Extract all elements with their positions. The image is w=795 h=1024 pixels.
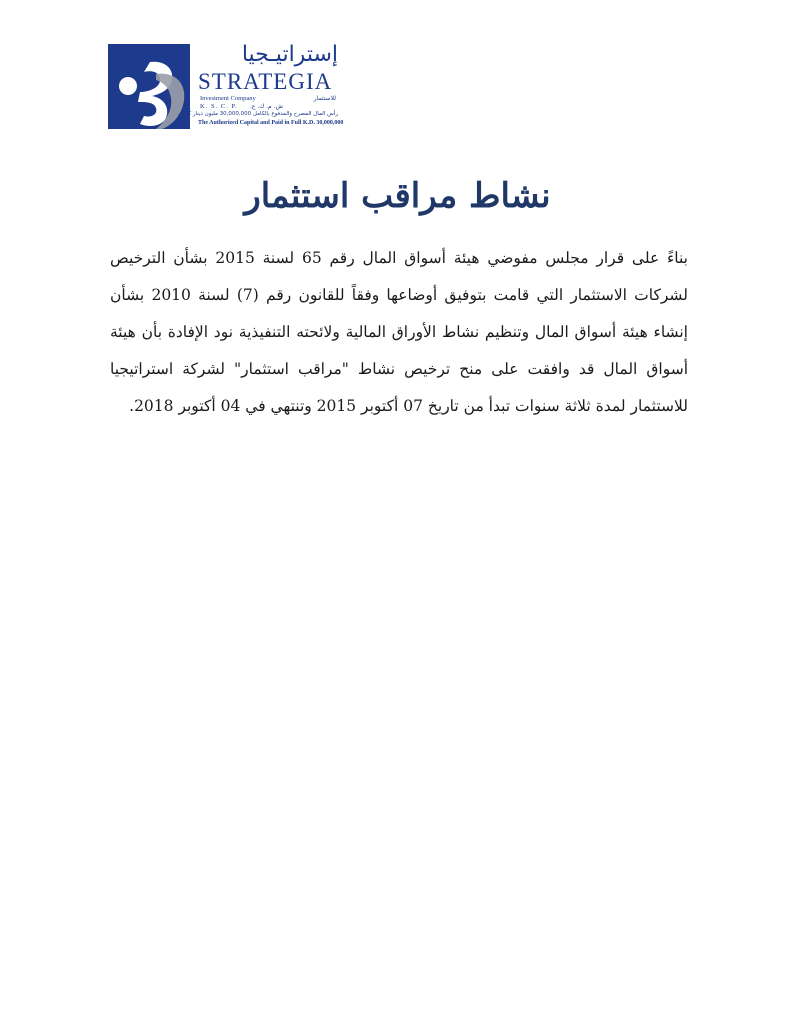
- logo-capital-ar: رأس المال المصرح والمدفوع بالكامل 30,000,000 مليون دينار كويتي: [177, 111, 338, 117]
- body-paragraph: بناءً على قرار مجلس مفوضي هيئة أسواق المال رقم 65 لسنة 2015 بشأن الترخيص لشركات الاستثمار التي قامت بتوفيق أوضاعها وفقاً للقانون رقم (7) لسنة 2010 بشأن إنشاء هيئة أسواق المال وتنظيم نشاط الأوراق المالية ولائحته التنفيذية نود الإفادة بأن هيئة أسواق المال قد وافقت على منح ترخيص نشاط "مراقب استثمار" لشركة استراتيجيا للاستثمار لمدة ثلاثة سنوات تبدأ من تاريخ 07 أكتوبر 2015 وتنتهي في 04 أكتوبر 2018.: [110, 249, 688, 415]
- logo-ksc-ar: ش. م. ك. ع.: [250, 103, 283, 110]
- company-logo: [108, 42, 344, 134]
- logo-company-en: Investment Company: [200, 95, 256, 102]
- logo-ksc-en: K. S. C. P.: [200, 103, 238, 110]
- page-title: نشاط مراقب استثمار: [244, 176, 551, 216]
- logo-company-ar: للاستثمار: [313, 95, 336, 102]
- logo-arabic-name: إستراتيـجيا: [241, 42, 338, 67]
- logo-wordmark: [177, 42, 344, 134]
- logo-capital-en: The Authorized Capital and Paid in Full K.D. 30,000,000: [198, 120, 344, 126]
- logo-english-name: STRATEGIA: [198, 69, 333, 94]
